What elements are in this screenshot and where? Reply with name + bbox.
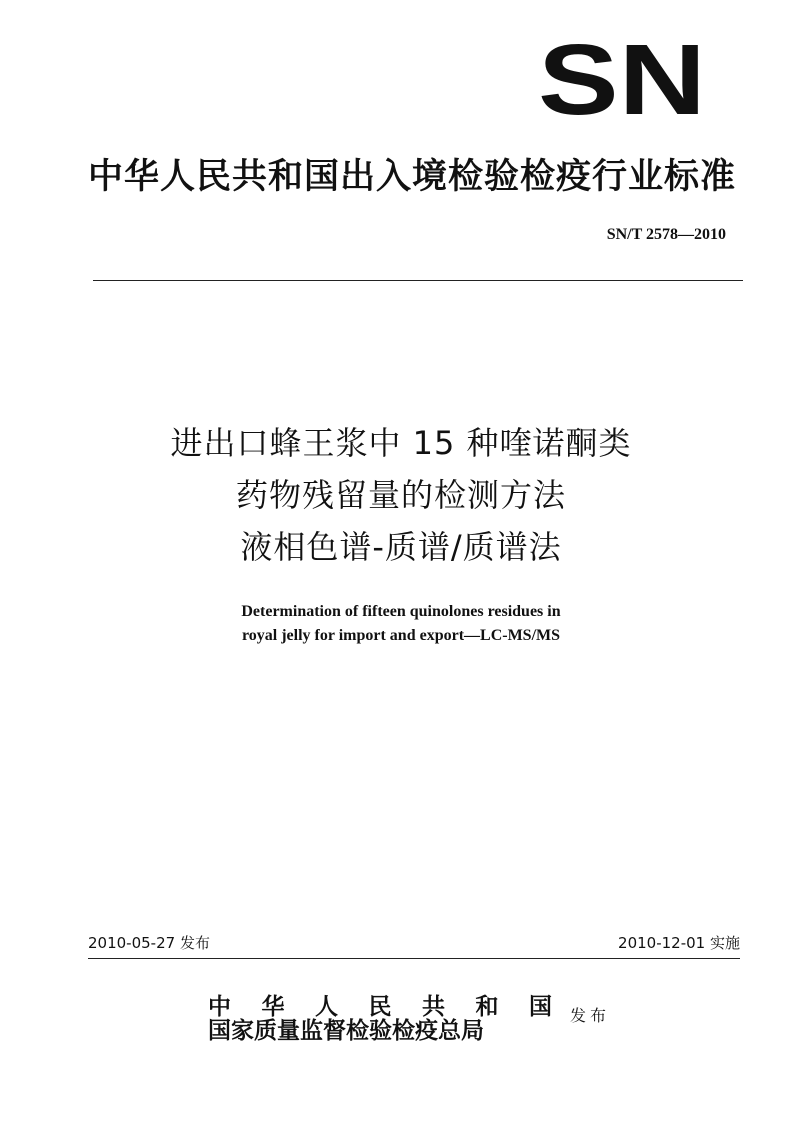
issuer-char: 民: [368, 993, 392, 1020]
issue-label: 发布: [570, 1006, 611, 1025]
header-divider: [93, 280, 743, 281]
sn-logo: [535, 40, 710, 118]
issuer-char: 和: [475, 993, 499, 1020]
issuer-char: 人: [315, 993, 338, 1020]
title-en-line-1: Determination of fifteen quinolones residues in: [241, 603, 561, 620]
issuer-char: 华: [261, 993, 285, 1020]
issuing-authority-title: 中华人民共和国出入境检验检疫行业标准: [88, 157, 737, 197]
issuer-char: 国: [529, 993, 552, 1020]
issue-date: 2010-05-27 发布: [88, 934, 210, 952]
issuer-char: 共: [422, 993, 445, 1020]
implementation-date: 2010-12-01 实施: [618, 934, 740, 952]
standard-number: SN/T 2578—2010: [606, 226, 726, 243]
title-cn-line-3: 液相色谱-质谱/质谱法: [240, 528, 562, 566]
issuer-char: 中: [208, 993, 231, 1020]
sn-logo-text: SN: [538, 40, 706, 118]
issuer-line-2: 国家质量监督检验检疫总局: [208, 1017, 484, 1044]
title-cn-line-2: 药物残留量的检测方法: [235, 476, 566, 514]
footer-divider: [88, 958, 740, 959]
title-en-line-2: royal jelly for import and export—LC-MS/MS: [241, 627, 561, 644]
title-cn-line-1: 进出口蜂王浆中 15 种喹诺酮类: [170, 424, 632, 462]
